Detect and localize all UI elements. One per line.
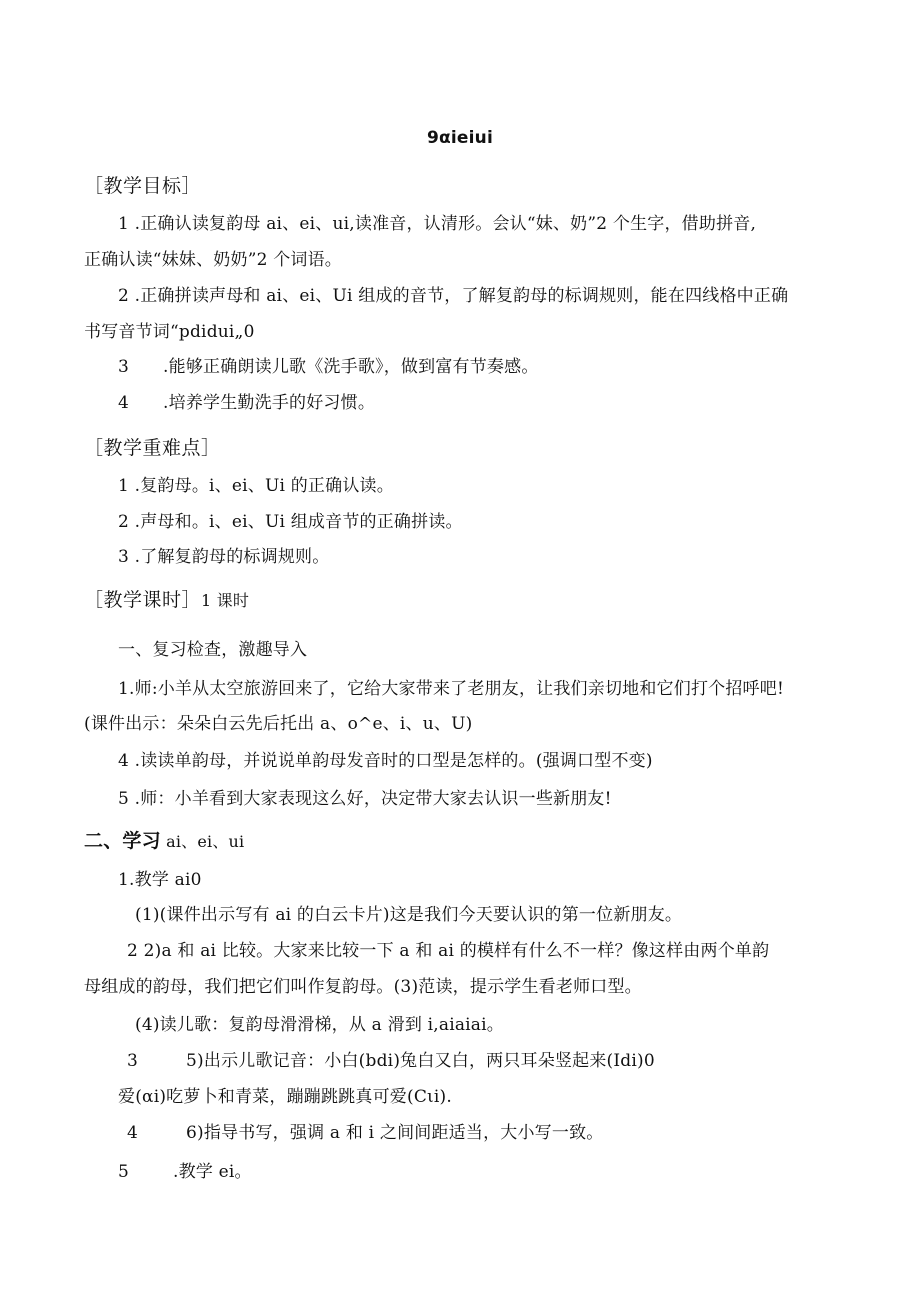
page-title: 9αieiui — [426, 128, 494, 148]
part-2-sub-2-text: .教学 ei。 — [173, 1162, 252, 1182]
part-2-sub-2 — [118, 1161, 252, 1183]
goal-item-4 — [118, 392, 375, 414]
part-2-para-4: (4)读儿歌：复韵母滑滑梯，从 a 滑到 i,aiaiai。 — [135, 1015, 504, 1035]
section-period — [84, 589, 249, 612]
goal-item-3-number: 3 — [118, 357, 130, 377]
part-2-para-5-number: 3 — [127, 1051, 139, 1071]
part-2-heading-strong: 二、学习 — [84, 830, 161, 852]
key-point-item-3: 3 .了解复韵母的标调规则。 — [118, 547, 330, 567]
part-2-para-6 — [127, 1122, 603, 1144]
part-2-sub-1: 1.教学 ai0 — [118, 870, 202, 890]
goal-item-3 — [118, 356, 539, 378]
part-1-heading: 一、复习检查，激趣导入 — [118, 640, 308, 660]
key-point-item-2: 2 .声母和。i、ei、Ui 组成音节的正确拼读。 — [118, 512, 463, 532]
part-2-para-5-text: 5)出示儿歌记音：小白(bdi)兔白又白，两只耳朵竖起来(Idi)0 — [186, 1051, 655, 1071]
part-2-para-5-line-2: 爱(αi)吃萝卜和青菜，蹦蹦跳跳真可爱(Cιi). — [118, 1087, 452, 1107]
goal-item-1-line-2: 正确认读“妹妹、奶奶”2 个词语。 — [84, 250, 343, 270]
key-point-item-1: 1 .复韵母。i、ei、Ui 的正确认读。 — [118, 476, 394, 496]
goal-item-4-text: .培养学生勤洗手的好习惯。 — [163, 393, 376, 413]
part-2-para-2-line-2: 母组成的韵母，我们把它们叫作复韵母。(3)范读，提示学生看老师口型。 — [84, 977, 642, 997]
goal-item-2-line-2: 书写音节词“pdidui„0 — [84, 322, 255, 342]
section-heading-key-points: ［教学重难点］ — [84, 437, 221, 459]
part-2-para-5 — [127, 1050, 655, 1072]
period-value: 1 课时 — [201, 591, 250, 610]
goal-item-3-text: .能够正确朗读儿歌《洗手歌》，做到富有节奏感。 — [163, 357, 539, 377]
part-2-para-1: (1)(课件出示写有 ai 的白云卡片)这是我们今天要认识的第一位新朋友。 — [135, 905, 683, 925]
part-1-item-5: 5 .师：小羊看到大家表现这么好，决定带大家去认识一些新朋友! — [118, 789, 612, 809]
part-2-para-2-line-1: 2 2)a 和 ai 比较。大家来比较一下 a 和 ai 的模样有什么不一样？像这样由两个单韵 — [127, 941, 770, 961]
part-2-sub-2-number: 5 — [118, 1162, 130, 1182]
part-2-heading-tail: ai、ei、ui — [160, 832, 245, 851]
section-heading-period: ［教学课时］ — [84, 589, 202, 611]
goal-item-1-line-1: 1 .正确认读复韵母 ai、ei、ui,读准音，认清形。会认“妹、奶”2 个生字，借助拼音, — [118, 214, 757, 234]
part-1-item-1-line-1: 1.师:小羊从太空旅游回来了，它给大家带来了老朋友，让我们亲切地和它们打个招呼吧! — [118, 679, 784, 699]
goal-item-2-line-1: 2 .正确拼读声母和 ai、ei、Ui 组成的音节，了解复韵母的标调规则，能在四线格中正确 — [118, 286, 789, 306]
part-2-heading — [84, 830, 244, 853]
part-2-para-6-number: 4 — [127, 1123, 139, 1143]
goal-item-4-number: 4 — [118, 393, 130, 413]
section-heading-goals: ［教学目标］ — [84, 175, 202, 197]
part-2-para-6-text: 6)指导书写，强调 a 和 i 之间间距适当，大小写一致。 — [186, 1123, 604, 1143]
part-1-item-4: 4 .读读单韵母，并说说单韵母发音时的口型是怎样的。(强调口型不变) — [118, 751, 653, 771]
part-1-item-1-line-2: (课件出示：朵朵白云先后托出 a、o^e、i、u、U) — [84, 714, 473, 734]
